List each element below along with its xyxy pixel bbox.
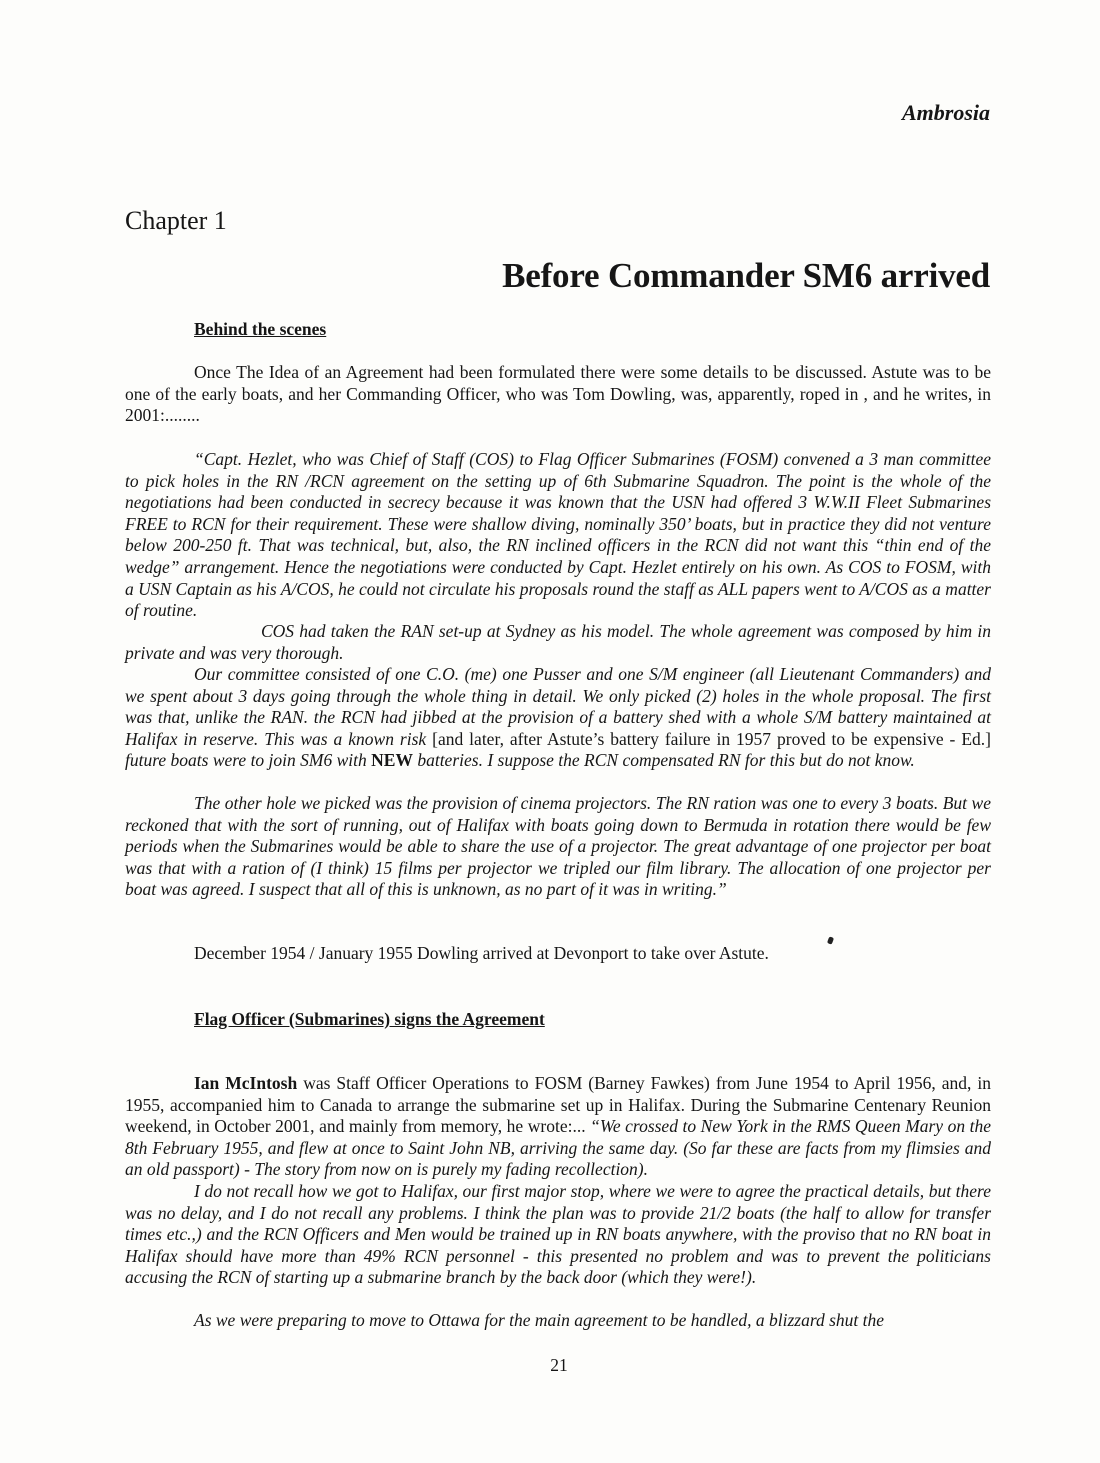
quote-paragraph-1: “Capt. Hezlet, who was Chief of Staff (COS) to Flag Officer Submarines (FOSM) convened a 3 man committee to pick holes in the RN /RCN agreement on the setting up of 6th Submarine Squadron. The point is the whole of the negotiations had been conducted in secrecy because it was known that the USN had offered 3 W.W.II Fleet Submarines FREE to RCN for their requirement. These were shallow diving, nominally 350’ boats, but in practice they did not venture below 200-250 ft. That was technical, but, also, the RN inclined officers in the RCN did not want this “thin end of the wedge” arrangement. Hence the negotiations were conducted by Capt. Hezlet entirely on his own. As COS to FOSM, with a USN Captain as his A/COS, he could not circulate his proposals round the staff as ALL papers went to A/COS as a matter of routine.	[125, 449, 991, 621]
intro-paragraph: Once The Idea of an Agreement had been formulated there were some details to be discussed. Astute was to be one of the early boats, and her Commanding Officer, who was Tom Dowling, was, apparently, roped in , and he writes, in 2001:........	[125, 362, 991, 426]
running-header: Ambrosia	[901, 100, 990, 125]
quote-p3-emphasis: NEW	[371, 750, 413, 771]
page-number: 21	[550, 1355, 568, 1375]
chapter-label: Chapter 1	[125, 206, 227, 235]
quote-paragraph-4: The other hole we picked was the provision of cinema projectors. The RN ration was one to every 3 boats. But we reckoned that with the sort of running, out of Halifax with boats going down to Bermuda in rotation there would be few periods when the Submarines would be able to share the use of a projector. The great advantage of one projector per boat was that with a ration of (I think) 15 films per projector we tripled our film library. The allocation of one projector per boat was agreed. I suspect that all of this is unknown, as no part of it was in writing.”	[125, 793, 991, 900]
quote-paragraph-3	[125, 664, 991, 772]
ink-mark	[827, 936, 834, 944]
closing-line: December 1954 / January 1955 Dowling arrived at Devonport to take over Astute.	[194, 943, 769, 963]
quote-p3-part-a: Our committee consisted of one C.O. (me) one Pusser and one S/M engineer (all Lieutenant Commanders) and we spent about 3 days going through the whole thing in detail. We only picked (2) holes in the whole proposal. The first was that, unlike the RAN. the RCN had jibbed at the provision of a battery shed with a whole S/M battery maintained at Halifax in reserve. This was a known risk	[125, 664, 991, 749]
mcintosh-paragraph-1	[125, 1073, 991, 1181]
mcintosh-p1-quote: “We crossed to New York in the RMS Queen Mary on the 8th February 1955, and flew at once to Saint John NB, arriving the same day. (So far these are facts from my flimsies and an old passport) - The story from now on is purely my fading recollection).	[125, 1116, 991, 1180]
mcintosh-paragraph-3: As we were preparing to move to Ottawa for the main agreement to be handled, a blizzard shut the	[194, 1310, 885, 1330]
mcintosh-paragraph-2: I do not recall how we got to Halifax, our first major stop, where we were to agree the practical details, but there was no delay, and I do not recall any problems. I think the plan was to provide 21/2 boats (the half to allow for transfer times etc.,) and the RCN Officers and Men would be trained up in RN boats anywhere, with the proviso that no RN boat in Halifax should have more than 49% RCN personnel - this presented no problem and was to prevent the politicians accusing the RCN of starting up a submarine branch by the back door (which they were!).	[125, 1181, 991, 1288]
section-heading-flag-officer: Flag Officer (Submarines) signs the Agreement	[194, 1009, 545, 1029]
chapter-title: Before Commander SM6 arrived	[502, 256, 990, 295]
mcintosh-p1-plain: was Staff Officer Operations to FOSM (Barney Fawkes) from June 1954 to April 1956, and, in 1955, accompanied him to Canada to arrange the submarine set up in Halifax. During the Submarine Centenary Reunion weekend, in October 2001, and mainly from memory, he wrote:...	[125, 1073, 991, 1137]
section-heading-behind-the-scenes: Behind the scenes	[194, 319, 327, 339]
person-name: Ian McIntosh	[194, 1073, 298, 1093]
editor-note: [and later, after Astute’s battery failure in 1957 proved to be expensive - Ed.]	[432, 728, 991, 749]
quote-p3-part-c: batteries. I suppose the RCN compensated RN for this but do not know.	[417, 750, 915, 771]
quote-paragraph-2: COS had taken the RAN set-up at Sydney as his model. The whole agreement was composed by him in private and was very thorough.	[125, 621, 991, 663]
quote-p3-part-b: future boats were to join SM6 with	[125, 750, 367, 771]
